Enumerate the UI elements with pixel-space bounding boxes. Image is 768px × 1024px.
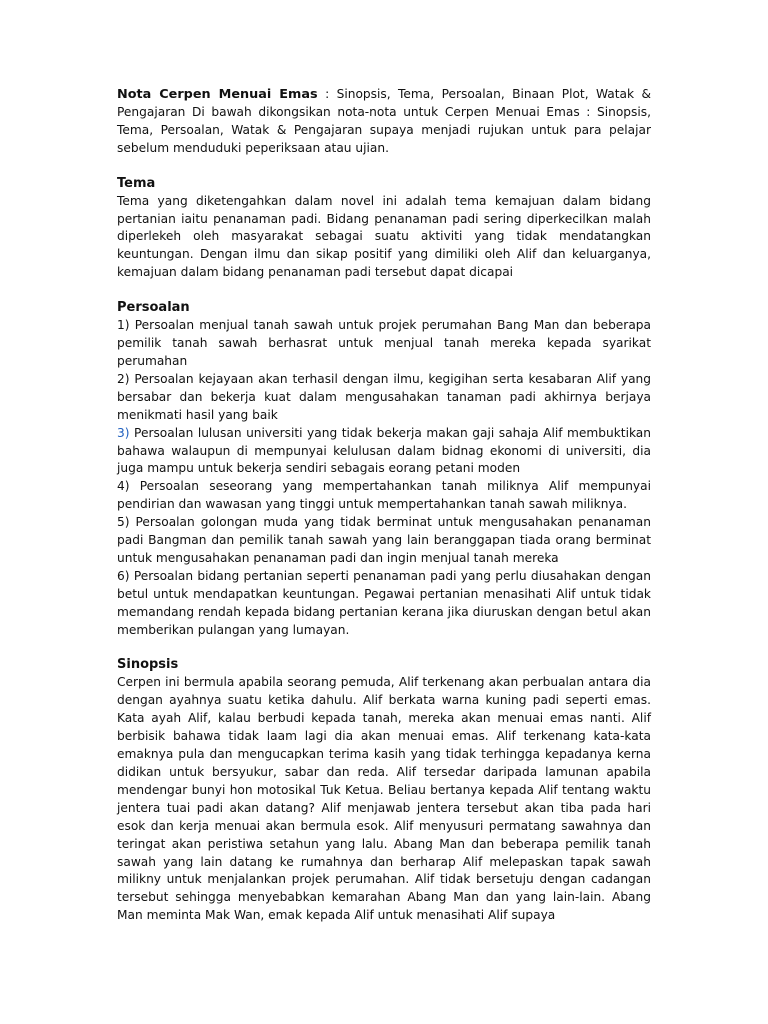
section-heading-persoalan: Persoalan bbox=[117, 300, 190, 316]
list-item-number: 6) bbox=[117, 568, 130, 583]
list-item bbox=[117, 478, 651, 514]
document-title: Nota Cerpen Menuai Emas bbox=[117, 87, 318, 102]
list-item bbox=[117, 514, 651, 568]
list-item bbox=[117, 568, 651, 640]
list-item-number: 2) bbox=[117, 371, 130, 386]
list-item bbox=[117, 425, 651, 479]
section-heading-tema: Tema bbox=[117, 175, 156, 191]
list-item-text: Persoalan seseorang yang mempertahankan tanah miliknya Alif mempunyai pendirian dan wawasan yang tinggi untuk mempertahankan tanah sawah miliknya. bbox=[117, 479, 651, 512]
document-page bbox=[117, 86, 651, 925]
list-item-number: 4) bbox=[117, 479, 130, 494]
list-item bbox=[117, 371, 651, 425]
list-item bbox=[117, 317, 651, 371]
section-heading-sinopsis: Sinopsis bbox=[117, 657, 179, 673]
list-item-text: Persoalan golongan muda yang tidak berminat untuk mengusahakan penanaman padi Bangman dan pemilik tanah sawah yang lain beranggapan tiada orang berminat untuk mengusahakan penanaman padi dan ingin menjual tanah mereka bbox=[117, 515, 651, 565]
list-item-number: 1) bbox=[117, 318, 130, 333]
list-item-number: 3) bbox=[117, 425, 130, 440]
list-item-number: 5) bbox=[117, 515, 130, 530]
list-item-text: Persoalan menjual tanah sawah untuk projek perumahan Bang Man dan beberapa pemilik tanah sawah berhasrat untuk menjual tanah mereka kepada syarikat perumahan bbox=[117, 318, 651, 368]
list-item-text: Persoalan lulusan universiti yang tidak bekerja makan gaji sahaja Alif membuktikan bahawa walaupun di mempunyai kelulusan dalam bidnag ekonomi di universiti, dia juga mampu untuk bekerja sendiri sebagais eorang petani moden bbox=[117, 425, 651, 476]
sinopsis-paragraph: Cerpen ini bermula apabila seorang pemuda, Alif terkenang akan perbualan antara dia dengan ayahnya suatu ketika dahulu. Alif berkata warna kuning padi seperti emas. Kata ayah Alif, kalau berbudi kepada tanah, mereka akan menuai emas nanti. Alif berbisik bahawa tidak laam lagi dia akan menuai emas. Alif terkenang kata-kata emaknya pula dan mengucapkan terima kasih yang tidak terhingga kepadanya kerna didikan untuk bersyukur, sabar dan reda. Alif tersedar daripada lamunan apabila mendengar bunyi hon motosikal Tuk Ketua. Beliau bertanya kepada Alif tentang waktu jentera tuai padi akan datang? Alif menjawab jentera tersebut akan tiba pada hari esok dan kerja menuai akan bermula esok. Alif menyusuri permatang sawahnya dan teringat akan peristiwa setahun yang lalu. Abang Man dan beberapa pemilik tanah sawah yang lain datang ke rumahnya dan berharap Alif melepaskan tapak sawah milikny untuk menjalankan projek perumahan. Alif tidak bersetuju dengan cadangan tersebut sehingga menyebabkan kemarahan Abang Man dan yang lain-lain. Abang Man meminta Mak Wan, emak kepada Alif untuk menasihati Alif supaya bbox=[117, 675, 651, 923]
list-item-text: Persoalan bidang pertanian seperti penanaman padi yang perlu diusahakan dengan betul untuk mendapatkan keuntungan. Pegawai pertanian menasihati Alif untuk tidak memandang rendah kepada bidang pertanian kerana jika diuruskan dengan betul akan memberikan pulangan yang lumayan. bbox=[117, 568, 651, 637]
intro-text: : Sinopsis, Tema, Persoalan, Binaan Plot, Watak & Pengajaran Di bawah dikongsikan nota-nota untuk Cerpen Menuai Emas : Sinopsis, Tema, Persoalan, Watak & Pengajaran supaya menjadi rujukan untuk para pelajar sebelum menduduki peperiksaan atau ujian. bbox=[117, 87, 652, 155]
intro-paragraph bbox=[117, 86, 651, 158]
list-item-text: Persoalan kejayaan akan terhasil dengan ilmu, kegigihan serta kesabaran Alif yang bersabar dan bekerja kuat dalam mengusahakan tanaman padi akhirnya berjaya menikmati hasil yang baik bbox=[117, 371, 651, 422]
tema-paragraph: Tema yang diketengahkan dalam novel ini adalah tema kemajuan dalam bidang pertanian iaitu penanaman padi. Bidang penanaman padi sering diperkecilkan malah diperlekeh oleh masyarakat sebagai suatu aktiviti yang tidak mendatangkan keuntungan. Dengan ilmu dan sikap positif yang dimiliki oleh Alif dan keluarganya, kemajuan dalam bidang penanaman padi tersebut dapat dicapai bbox=[117, 193, 651, 280]
